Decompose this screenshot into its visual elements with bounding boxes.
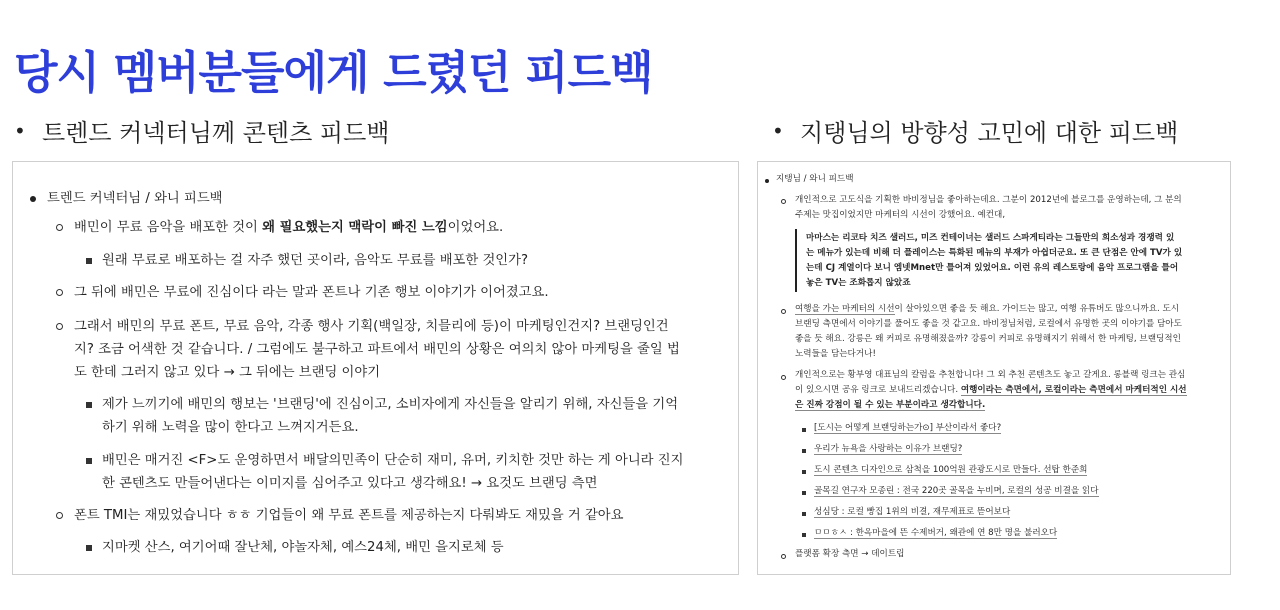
- link-text[interactable]: ㅁㅁㅎㅅ : 한옥마을에 뜬 수제버거, 왜관에 연 8만 명을 불러오다: [814, 528, 1058, 538]
- circle-bullet-icon: [56, 323, 63, 330]
- list-item: 배민은 매거진 <F>도 운영하면서 배달의민족이 단순히 재미, 유머, 키치한 것만 하는 게 아니라 진지: [102, 453, 684, 468]
- quote-line: 마마스는 리코타 치즈 샐러드, 미즈 컨테이너는 샐러드 스파게티라는 그들만의 희소성과 경쟁력 있: [806, 233, 1175, 243]
- link-item[interactable]: [814, 526, 1057, 541]
- list-item: 개인적으로는 황부영 대표님의 칼럼을 추천합니다! 그 외 추천 콘텐츠도 놓고 갈게요. 롱블랙 링크는 관심: [795, 370, 1186, 380]
- disc-bullet-icon: [30, 196, 36, 202]
- circle-bullet-icon: [56, 289, 63, 296]
- link-text[interactable]: 골목길 연구자 모종린 : 전국 220곳 골목을 누비며, 로컬의 성공 비결을 읽다: [814, 486, 1099, 496]
- list-item-continued: 한 콘텐츠도 만들어낸다는 이미지를 심어주고 있다고 생각해요! → 요것도 브랜딩 측면: [102, 476, 598, 491]
- bullet-icon: •: [772, 119, 784, 143]
- link-item[interactable]: [814, 484, 1099, 499]
- list-item: 트렌드 커넥터님 / 와니 피드백: [47, 191, 223, 206]
- quote-line: 는 메뉴가 있는데 비해 더 플레이스는 특화된 메뉴의 부재가 아쉽더군요. 또 큰 단점은 안에 TV가 있: [806, 248, 1183, 258]
- list-item: 원래 무료로 배포하는 걸 자주 했던 곳이라, 음악도 무료를 배포한 것인가?: [102, 253, 529, 268]
- list-item: 그 뒤에 배민은 무료에 진심이다 라는 말과 폰트나 기존 행보 이야기가 이어졌고요.: [74, 285, 549, 300]
- underlined-text: 여행을 가는 마케터의 시선: [795, 304, 895, 314]
- square-bullet-icon: [802, 491, 806, 495]
- square-bullet-icon: [802, 512, 806, 516]
- square-bullet-icon: [802, 470, 806, 474]
- text: 이었어요.: [447, 220, 504, 235]
- list-item: 제가 느끼기에 배민의 행보는 '브랜딩'에 진심이고, 소비자에게 자신들을 알리기 위해, 자신들을 기억: [102, 397, 679, 412]
- circle-bullet-icon: [781, 375, 786, 380]
- circle-bullet-icon: [781, 554, 786, 559]
- text: 배민이 무료 음악을 배포한 것이: [74, 220, 263, 235]
- link-item[interactable]: [814, 421, 1001, 436]
- right-feedback-panel: [757, 161, 1231, 575]
- square-bullet-icon: [802, 428, 806, 432]
- list-item-continued: 노력들을 담는다거나!: [795, 349, 876, 359]
- bold-text: 왜 필요했는지 맥락이 빠진 느낌: [262, 220, 448, 235]
- list-item: 폰트 TMI는 재밌었습니다 ㅎㅎ 기업들이 왜 무료 폰트를 제공하는지 다뤄봐도 재밌을 거 같아요: [74, 508, 624, 523]
- square-bullet-icon: [86, 402, 92, 408]
- link-text[interactable]: 성심당 : 로컬 빵집 1위의 비결, 재무제표로 뜯어보다: [814, 507, 1011, 517]
- disc-bullet-icon: [765, 179, 769, 183]
- page-title: 당시 멤버분들에게 드렸던 피드백: [14, 46, 653, 99]
- quote-bar: [795, 229, 797, 292]
- link-text[interactable]: 도시 콘텐츠 디자인으로 삼척을 100억원 관광도시로 만들다. 선탑 한준희: [814, 465, 1088, 475]
- text: 이 살아있으면 좋을 듯 해요. 가이드는 많고, 여행 유튜버도 많으니까요. 도시: [894, 304, 1180, 314]
- list-item: 지마켓 산스, 여기어때 잘난체, 야놀자체, 예스24체, 배민 을지로체 등: [102, 540, 504, 555]
- circle-bullet-icon: [56, 224, 63, 231]
- quote-line: 놓은 TV는 조화롭지 않았죠: [806, 278, 911, 288]
- list-item: [795, 302, 1179, 317]
- list-item-continued: 브랜딩 측면에서 이야기를 풀어도 좋을 것 같고요. 바비정님처럼, 로컬에서 유명한 곳의 이야기를 담아도: [795, 319, 1182, 329]
- link-item[interactable]: [814, 442, 962, 457]
- list-item: 개인적으로 고도식을 기획한 바비정님을 좋아하는데요. 그분이 2012년에 블로그를 운영하는데, 그 분의: [795, 195, 1182, 205]
- square-bullet-icon: [802, 449, 806, 453]
- list-item: 플랫폼 확장 측면 → 데이트립: [795, 549, 905, 559]
- circle-bullet-icon: [781, 199, 786, 204]
- link-text[interactable]: [도시는 어떻게 브랜딩하는가⊙] 부산이라서 좋다?: [814, 423, 1002, 433]
- circle-bullet-icon: [781, 309, 786, 314]
- list-item: [74, 217, 503, 240]
- square-bullet-icon: [86, 258, 92, 264]
- list-item-continued: [795, 398, 985, 413]
- list-item-continued: 하기 위해 노력을 많이 한다고 느껴지거든요.: [102, 420, 359, 435]
- underlined-text: 은 진짜 강점이 될 수 있는 부분이라고 생각합니다.: [795, 400, 986, 410]
- bullet-icon: •: [14, 119, 26, 143]
- left-section-heading-text: 트렌드 커넥터님께 콘텐츠 피드백: [42, 119, 390, 147]
- right-section-heading-text: 지탱님의 방향성 고민에 대한 피드백: [800, 119, 1179, 147]
- list-item-continued: [795, 383, 1187, 398]
- list-item: 그래서 배민의 무료 폰트, 무료 음악, 각종 행사 기획(백일장, 치믈리에 등)이 마케팅인건지? 브랜딩인건: [74, 319, 669, 334]
- list-item-continued: 도 한데 그러지 않고 있다 → 그 뒤에는 브랜딩 이야기: [74, 365, 381, 380]
- left-feedback-panel: [12, 161, 739, 575]
- underlined-text: 여행이라는 측면에서, 로컬이라는 측면에서 마케터적인 시선: [960, 385, 1187, 395]
- link-item[interactable]: [814, 505, 1010, 520]
- right-section-heading: [772, 113, 1178, 148]
- link-item[interactable]: [814, 463, 1087, 478]
- left-section-heading: [14, 113, 389, 148]
- text: 이 있으시면 공유 링크로 보내드리겠습니다.: [795, 385, 961, 395]
- list-item-continued: 지? 조금 어색한 것 같습니다. / 그럼에도 불구하고 파트에서 배민의 상황은 여의치 않아 마케팅을 줄일 법: [74, 342, 680, 357]
- link-text[interactable]: 우리가 뉴욕을 사랑하는 이유가 브랜딩?: [814, 444, 963, 454]
- circle-bullet-icon: [56, 512, 63, 519]
- quote-line: 는데 CJ 계열이다 보니 엠넷Mnet만 틀어져 있었어요. 이런 유의 레스토랑에 음악 프로그램을 틀어: [806, 263, 1179, 273]
- square-bullet-icon: [802, 533, 806, 537]
- square-bullet-icon: [86, 545, 92, 551]
- list-item: 지탱님 / 와니 피드백: [776, 174, 854, 184]
- list-item-continued: 주제는 맛집이었지만 마케터의 시선이 강했어요. 예컨대,: [795, 210, 1006, 220]
- list-item-continued: 좋을 듯 해요. 강릉은 왜 커피로 유명해졌을까? 강릉이 커피로 유명해지기 위해서 한 마케팅, 브랜딩적인: [795, 334, 1181, 344]
- square-bullet-icon: [86, 458, 92, 464]
